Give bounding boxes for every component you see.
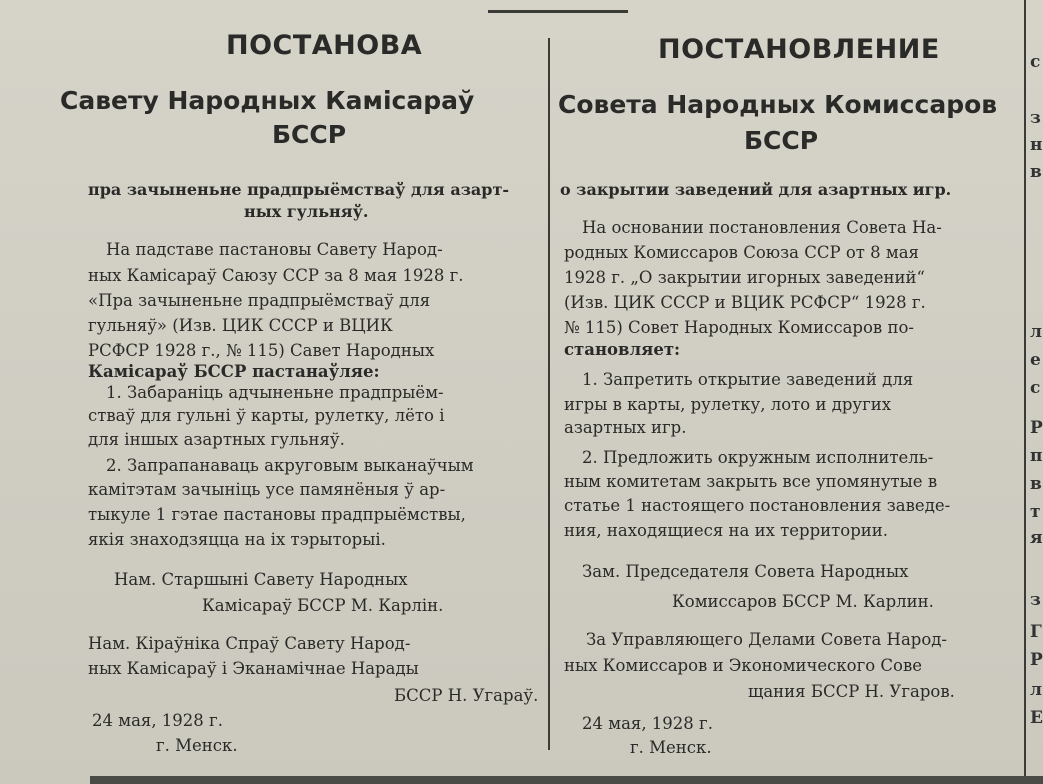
edge-char: е — [1030, 350, 1041, 370]
left-body-line: ных Камісараў Саюзу ССР за 8 мая 1928 г. — [88, 266, 464, 285]
left-body-line: На падставе пастановы Савету Народ- — [106, 240, 443, 259]
right-body-line: На основании постановления Совета На- — [582, 218, 942, 237]
left-body-line: камітэтам зачыніць усе памянёныя ў ар- — [88, 480, 446, 499]
right-body-line: 1928 г. „О закрытии игорных заведений“ — [564, 268, 925, 287]
right-body-line: 2. Предложить окружным исполнитель- — [582, 448, 934, 467]
right-city: г. Менск. — [630, 738, 712, 757]
edge-char: л — [1030, 680, 1042, 700]
right-subject: о закрытии заведений для азартных игр. — [560, 180, 952, 199]
bottom-rule — [90, 776, 1043, 784]
right-org-line2: БССР — [744, 126, 819, 155]
edge-char: в — [1030, 162, 1042, 182]
edge-char: з — [1030, 590, 1041, 610]
edge-char: с — [1030, 52, 1041, 72]
left-signature2-line3: БССР Н. Угараў. — [394, 686, 539, 705]
right-signature2-line2: ных Комиссаров и Экономического Сове — [564, 656, 923, 675]
right-date: 24 мая, 1928 г. — [582, 714, 713, 733]
left-body-line: РСФСР 1928 г., № 115) Савет Народных — [88, 341, 435, 360]
left-subject-line2: ных гульняў. — [244, 202, 369, 221]
right-body-line: № 115) Совет Народных Комиссаров по- — [564, 318, 914, 337]
right-signature2-line1: За Управляющего Делами Совета Народ- — [586, 630, 948, 649]
edge-char: в — [1030, 474, 1042, 494]
right-body-line: статье 1 настоящего постановления заведе- — [564, 496, 951, 515]
edge-char: з — [1030, 108, 1041, 128]
edge-char: Г — [1030, 622, 1042, 642]
left-body-line: для іншых азартных гульняў. — [88, 430, 345, 449]
right-body-line: ным комитетам закрыть все упомянутые в — [564, 472, 938, 491]
right-column-rule — [1024, 0, 1026, 784]
left-body-line: тыкуле 1 гэтае пастановы прадпрыёмствы, — [88, 505, 466, 524]
left-body-line: 1. Забараніць адчыненьне прадпрыём- — [106, 383, 444, 402]
edge-char: Р — [1030, 650, 1043, 670]
left-signature2-line2: ных Камісараў і Эканамічнае Нарады — [88, 659, 419, 678]
left-signature1-line1: Нам. Старшыні Савету Народных — [114, 570, 408, 589]
left-title: ПОСТАНОВА — [226, 30, 423, 61]
left-body-line: стваў для гульні ў карты, рулетку, лёто і — [88, 406, 445, 425]
left-body-line: «Пра зачыненьне прадпрыёмстваў для — [88, 291, 431, 310]
right-signature1-line1: Зам. Председателя Совета Народных — [582, 562, 909, 581]
right-signature2-line3: щания БССР Н. Угаров. — [748, 682, 955, 701]
edge-char: п — [1030, 446, 1043, 466]
right-body-line: (Изв. ЦИК СССР и ВЦИК РСФСР“ 1928 г. — [564, 293, 926, 312]
edge-char: я — [1030, 528, 1043, 548]
edge-char: с — [1030, 378, 1041, 398]
left-signature2-line1: Нам. Кіраўніка Спраў Савету Народ- — [88, 634, 411, 653]
left-body-line: 2. Запрапанаваць акруговым выканаўчым — [106, 456, 474, 475]
right-body-line: родных Комиссаров Союза ССР от 8 мая — [564, 243, 919, 262]
left-city: г. Менск. — [156, 736, 238, 755]
right-body-line: ния, находящиеся на их территории. — [564, 521, 889, 540]
top-rule — [488, 10, 628, 13]
edge-char: н — [1030, 135, 1043, 155]
left-date: 24 мая, 1928 г. — [92, 711, 223, 730]
column-divider — [548, 38, 550, 750]
left-signature1-line2: Камісараў БССР М. Карлін. — [202, 596, 444, 615]
right-org-line1: Совета Народных Комиссаров — [558, 90, 998, 119]
right-body-line: становляет: — [564, 340, 681, 359]
right-signature1-line2: Комиссаров БССР М. Карлин. — [672, 592, 934, 611]
left-body-line: гульняў» (Изв. ЦИК СССР и ВЦИК — [88, 316, 393, 335]
left-body-line: Камісараў БССР пастанаўляе: — [88, 362, 380, 381]
left-org-line2: БССР — [272, 120, 347, 149]
left-body-line: якія знаходзяцца на іх тэрыторыі. — [88, 530, 386, 549]
adjacent-column-fragment — [1028, 0, 1043, 784]
edge-char: л — [1030, 322, 1042, 342]
left-subject-line1: пра зачыненьне прадпрыёмстваў для азарт- — [88, 180, 510, 199]
edge-char: Е — [1030, 708, 1043, 728]
right-body-line: азартных игр. — [564, 418, 687, 437]
right-body-line: игры в карты, рулетку, лото и других — [564, 395, 892, 414]
edge-char: т — [1030, 502, 1041, 522]
edge-char: Р — [1030, 418, 1043, 438]
right-body-line: 1. Запретить открытие заведений для — [582, 370, 914, 389]
right-title: ПОСТАНОВЛЕНИЕ — [658, 34, 940, 65]
left-org-line1: Савету Народных Камісараў — [60, 86, 475, 115]
